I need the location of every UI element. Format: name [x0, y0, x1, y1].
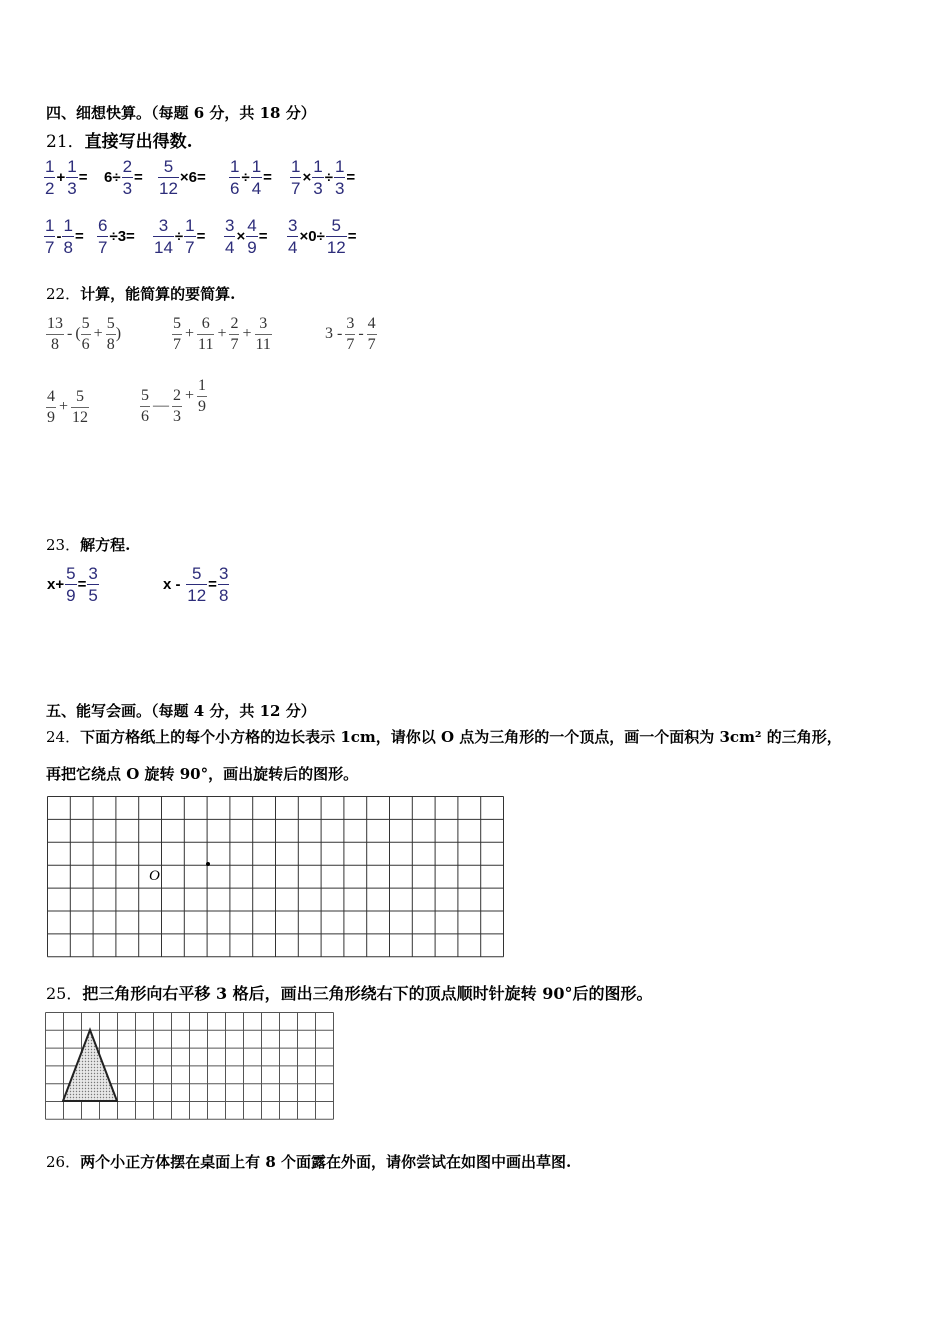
- question-23: [46, 534, 130, 555]
- question-21-number: 21．: [46, 132, 85, 152]
- q21-row2-expr4: $\frac{3}{4}$ × $\frac{4}{9}$ =: [225, 216, 268, 257]
- question-25: [46, 981, 653, 1004]
- grid-paper-25[interactable]: [45, 1012, 335, 1120]
- q21-row2-expr5: $\frac{3}{4}$ ×0÷ $\frac{5}{12}$ =: [288, 216, 357, 257]
- question-21: [46, 127, 193, 152]
- question-22-number: 22．: [46, 285, 81, 303]
- section-5-title: 五、能写会画。（每题 4 分，共 12 分）: [46, 702, 316, 720]
- question-23-text: 解方程.: [80, 536, 131, 554]
- question-24-line2: [46, 763, 358, 784]
- question-25-number: 25．: [46, 984, 83, 1003]
- question-25-text: 把三角形向右平移 3 格后，画出三角形绕右下的顶点顺时针旋转 90°后的图形。: [82, 984, 653, 1003]
- grid-paper-24[interactable]: [47, 796, 505, 958]
- q21-row1-expr3: $\frac{5}{12}$ ×6=: [159, 157, 206, 198]
- q21-row1-expr5: $\frac{1}{7}$ × $\frac{1}{3}$ ÷ $\frac{1}{3}$ =: [291, 157, 356, 198]
- q21-row1-expr1: $\frac{1}{2}$ + $\frac{1}{3}$ =: [45, 157, 88, 198]
- question-24-text-line1: 下面方格纸上的每个小方格的边长表示 1cm，请你以 O 点为三角形的一个顶点，画一个面积为 3cm² 的三角形，: [80, 728, 842, 746]
- section-4-title: 四、细想快算。（每题 6 分，共 18 分）: [46, 104, 316, 122]
- point-o: [206, 862, 210, 866]
- question-26-text: 两个小正方体摆在桌面上有 8 个面露在外面，请你尝试在如图中画出草图.: [80, 1153, 572, 1171]
- question-26: [46, 1151, 571, 1172]
- point-o-label: O: [149, 868, 160, 884]
- q22-expr5: $\frac{5}{6}$ — $\frac{2}{3}$ + $\frac{1}{9}$: [141, 377, 207, 425]
- question-24-number: 24．: [46, 728, 81, 746]
- q22-expr3: 3 - $\frac{3}{7}$ - $\frac{4}{7}$: [325, 315, 376, 353]
- q23-equation2: x - $\frac{5}{12}$ = $\frac{3}{8}$: [163, 564, 229, 605]
- q22-expr2: $\frac{5}{7}$ + $\frac{6}{11}$ + $\frac{2}{7}$ + $\frac{3}{11}$: [173, 315, 271, 353]
- q21-row2-expr1: $\frac{1}{7}$ - $\frac{1}{8}$ =: [45, 216, 84, 257]
- q23-equation1: x+ $\frac{5}{9}$ = $\frac{3}{5}$: [47, 564, 98, 605]
- q21-row1-expr4: $\frac{1}{6}$ ÷ $\frac{1}{4}$ =: [230, 157, 272, 198]
- question-24-line1: [46, 726, 842, 747]
- q22-expr4: $\frac{4}{9}$ + $\frac{5}{12}$: [47, 388, 89, 426]
- question-23-number: 23．: [46, 536, 81, 554]
- question-26-number: 26．: [46, 1153, 81, 1171]
- question-22-text: 计算，能简算的要简算.: [80, 285, 236, 303]
- q21-row1-expr2: 6÷ $\frac{2}{3}$ =: [104, 157, 143, 198]
- q21-row2-expr2: $\frac{6}{7}$ ÷3=: [98, 216, 135, 257]
- question-22: [46, 283, 235, 304]
- q21-row2-expr3: $\frac{3}{14}$ ÷ $\frac{1}{7}$ =: [154, 216, 206, 257]
- question-24-text-line2: 再把它绕点 O 旋转 90°，画出旋转后的图形。: [46, 765, 359, 783]
- q22-expr1: $\frac{13}{8}$ - ( $\frac{5}{6}$ + $\frac{5}{8}$ ): [47, 315, 122, 353]
- question-21-text: 直接写出得数.: [84, 132, 193, 152]
